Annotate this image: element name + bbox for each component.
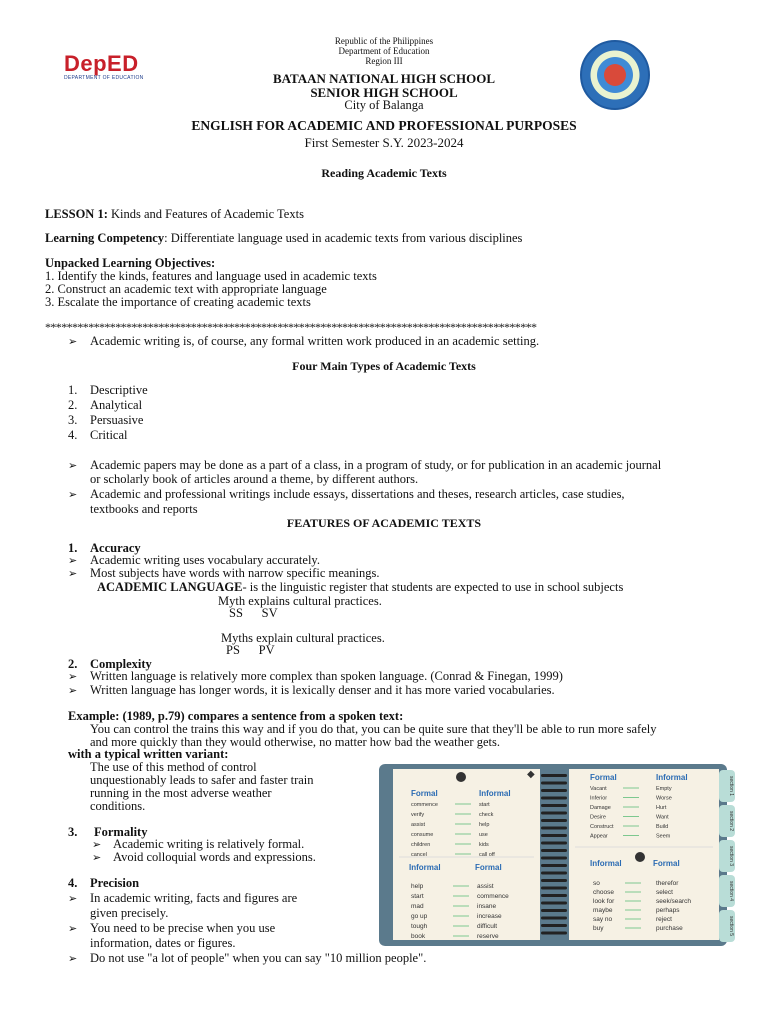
type-num-1: 1. [68,383,78,397]
right-top-word: Empty [656,786,672,792]
complexity-bullet-2: Written language has longer words, it is lexically denser and it has more varied vocabularies. [90,683,555,697]
bullet-arrow-icon: ➢ [68,460,78,472]
section-tab-label: section 2 [728,810,734,832]
course-title: ENGLISH FOR ACADEMIC AND PROFESSIONAL PURPOSES [191,118,577,133]
complexity-heading: Complexity [90,657,152,671]
left-bottom-word: mad [411,903,424,910]
written-line-4: conditions. [90,799,146,813]
left-top-word: check [479,812,494,818]
bullet-arrow-icon: ➢ [68,893,78,905]
papers-bullet-line2: or scholarly book of articles around a theme, by different authors. [90,472,419,486]
spiral-ring [541,902,567,905]
right-bottom-word: buy [593,925,604,932]
objective-2: 2. Construct an academic text with appropriate language [45,282,327,296]
formal-informal-notebook-image [379,760,762,948]
left-bottom-word: assist [477,883,494,890]
left-top-word: call off [479,852,495,858]
left-bottom-heading-2: Formal [475,863,502,872]
lesson-label: LESSON 1: [45,207,108,221]
left-bottom-word: commence [477,893,509,900]
left-top-word: use [479,832,488,838]
section-tab-label: section 5 [728,915,734,937]
precision-num: 4. [68,876,78,890]
myth-tags-1: SS SV [229,606,278,620]
written-variant-label: with a typical written variant: [68,747,229,761]
right-bottom-word: say no [593,916,613,923]
bullet-arrow-icon: ➢ [68,923,78,935]
lesson-title: Kinds and Features of Academic Texts [107,207,304,221]
example-line-1: You can control the trains this way and if you do that, you can be quite sure that they'll be able to run more safely [90,722,657,736]
accuracy-bullet-2: Most subjects have words with narrow specific meanings. [90,566,380,580]
spiral-ring [541,827,567,830]
competency-text: : Differentiate language used in academic texts from various disciplines [164,231,523,245]
compass-icon [635,852,645,862]
right-bottom-word: seek/search [656,898,692,905]
precision-bullet-1-line2: given precisely. [90,906,169,920]
right-bottom-word: choose [593,889,614,896]
type-num-3: 3. [68,413,78,427]
right-top-word: Build [656,824,669,830]
spiral-ring [541,932,567,935]
features-heading: FEATURES OF ACADEMIC TEXTS [286,516,482,530]
spiral-ring [541,879,567,882]
competency-label: Learning Competency [45,231,165,245]
spiral-ring [541,849,567,852]
city: City of Balanga [344,98,424,112]
accuracy-bullet-1: Academic writing uses vocabulary accurately. [90,553,320,567]
objectives-label: Unpacked Learning Objectives: [45,256,216,270]
papers-bullet-line1: Academic papers may be done as a part of a class, in a program of study, or for publication in an academic journal [90,458,662,472]
academic-language-def: - is the linguistic register that students are expected to use in school subjects [242,580,624,594]
section-tab-label: section 3 [728,845,734,867]
bullet-arrow-icon: ➢ [68,555,78,567]
spiral-ring [541,819,567,822]
left-top-heading-1: Formal [411,789,438,798]
notebook-svg [379,760,762,948]
school-name: BATAAN NATIONAL HIGH SCHOOL [272,71,496,86]
precision-bullet-3: Do not use "a lot of people" when you can say "10 million people". [90,951,427,965]
left-bottom-word: help [411,883,424,890]
right-top-word: Worse [656,795,672,802]
type-item-3: Persuasive [90,413,144,427]
bullet-arrow-icon: ➢ [68,685,78,697]
compass-icon [456,772,466,782]
deped-logo-text: DepED [64,51,139,76]
precision-heading: Precision [90,876,140,890]
precision-bullet-1-line1: In academic writing, facts and figures are [90,891,298,905]
spiral-ring [541,842,567,845]
formality-bullet-1: Academic writing is relatively formal. [113,837,305,851]
competency-line [45,231,522,246]
objective-3: 3. Escalate the importance of creating academic texts [45,295,311,309]
complexity-bullet-1: Written language is relatively more complex than spoken language. (Conrad & Finegan, 1999) [90,669,563,683]
header-department: Department of Education [338,46,430,56]
written-line-2: unquestionably leads to safer and faster train [90,773,314,787]
right-bottom-heading-1: Informal [590,859,622,868]
bullet-arrow-icon: ➢ [68,953,78,965]
right-bottom-word: purchase [656,925,683,932]
right-top-word: Inferior [590,795,608,802]
left-top-word: cancel [411,852,427,858]
left-bottom-heading-1: Informal [409,863,441,872]
right-bottom-word: perhaps [656,907,680,914]
left-top-word: children [411,842,431,848]
types-heading: Four Main Types of Academic Texts [292,359,476,373]
type-item-1: Descriptive [90,383,148,397]
writings-bullet-line1: Academic and professional writings include essays, dissertations and theses, research articles, case studies, [90,487,625,501]
precision-bullet-2-line1: You need to be precise when you use [90,921,276,935]
spiral-ring [541,774,567,777]
academic-language-label: ACADEMIC LANGUAGE [97,580,243,594]
bullet-arrow-icon: ➢ [92,839,102,851]
bullet-arrow-icon: ➢ [68,489,78,501]
left-bottom-word: reserve [477,933,499,940]
formality-num: 3. [68,825,78,839]
spiral-ring [541,909,567,912]
formality-heading: Formality [94,825,148,839]
right-top-word: Want [656,814,669,821]
spiral-ring [541,857,567,860]
left-top-word: start [479,802,490,808]
spiral-ring [541,924,567,927]
section-tab-label: section 4 [728,880,734,902]
spiral-ring [541,917,567,920]
spiral-ring [541,834,567,837]
right-top-word: Desire [590,814,606,821]
right-bottom-word: therefor [656,880,679,887]
left-bottom-word: book [411,933,426,940]
objective-1: 1. Identify the kinds, features and language used in academic texts [45,269,377,283]
spiral-ring [541,894,567,897]
right-top-word: Seem [656,833,671,840]
right-top-word: Appear [590,833,608,840]
right-top-word: Damage [590,805,611,811]
written-line-3: running in the most adverse weather [90,786,272,800]
spiral-ring [541,782,567,785]
example-label: Example: (1989, p.79) compares a sentence from a spoken text: [68,709,404,723]
formality-bullet-2: Avoid colloquial words and expressions. [113,850,316,864]
header-republic: Republic of the Philippines [334,36,434,46]
myth-sentence-2: Myths explain cultural practices. [221,631,385,645]
complexity-num: 2. [68,657,78,671]
accuracy-heading: Accuracy [90,541,141,555]
academic-language-line [97,580,623,595]
intro-bullet: Academic writing is, of course, any formal written work produced in an academic setting. [90,334,540,348]
left-bottom-word: insane [477,903,497,910]
left-top-word: consume [411,832,434,838]
left-bottom-word: start [411,893,424,900]
left-bottom-word: go up [411,913,428,920]
school-division: SENIOR HIGH SCHOOL [310,85,458,100]
deped-logo-subtext: DEPARTMENT OF EDUCATION [64,75,144,81]
header-region: Region III [365,56,403,66]
left-top-word: commence [411,802,438,808]
example-line-2: and more quickly than they would otherwise, no matter how bad the weather gets. [90,735,500,749]
left-top-heading-2: Informal [479,789,511,798]
spiral-ring [541,804,567,807]
spiral-ring [541,864,567,867]
myth-sentence-1: Myth explains cultural practices. [218,594,382,608]
right-top-word: Hurt [656,805,667,811]
spiral-ring [541,887,567,890]
writings-bullet-line2: textbooks and reports [90,502,198,516]
right-bottom-word: so [593,880,600,887]
left-bottom-word: increase [477,913,502,920]
right-bottom-word: reject [656,916,672,923]
spiral-ring [541,872,567,875]
type-num-2: 2. [68,398,78,412]
topic-title: Reading Academic Texts [321,166,447,180]
bullet-arrow-icon: ➢ [92,852,102,864]
right-bottom-word: select [656,889,673,896]
pin-icon: ◆ [527,769,535,780]
right-bottom-word: look for [593,898,615,905]
bullet-arrow-icon: ➢ [68,568,78,580]
left-top-word: kids [479,842,489,848]
right-bottom-heading-2: Formal [653,859,680,868]
accuracy-num: 1. [68,541,78,555]
notebook-tabs [719,770,735,942]
spiral-ring [541,797,567,800]
type-item-4: Critical [90,428,128,442]
section-tab-label: section 1 [728,775,734,797]
semester: First Semester S.Y. 2023-2024 [304,135,464,150]
left-bottom-word: difficult [477,923,498,930]
spiral-ring [541,789,567,792]
star-divider: ******************************************************************************************* [45,320,537,334]
left-top-word: help [479,822,490,828]
left-bottom-word: tough [411,923,428,930]
right-bottom-word: maybe [593,907,613,914]
right-top-heading-1: Formal [590,773,617,782]
myth-tags-2: PS PV [226,643,275,657]
right-top-word: Vacant [590,786,607,792]
left-top-word: assist [411,822,426,828]
spiral-ring [541,812,567,815]
bullet-arrow-icon: ➢ [68,336,78,348]
right-top-heading-2: Informal [656,773,688,782]
type-num-4: 4. [68,428,78,442]
bullet-arrow-icon: ➢ [68,671,78,683]
type-item-2: Analytical [90,398,143,412]
precision-bullet-2-line2: information, dates or figures. [90,936,236,950]
written-line-1: The use of this method of control [90,760,257,774]
lesson-line [45,207,304,222]
left-top-word: verify [411,812,425,818]
right-top-word: Construct [590,824,614,830]
